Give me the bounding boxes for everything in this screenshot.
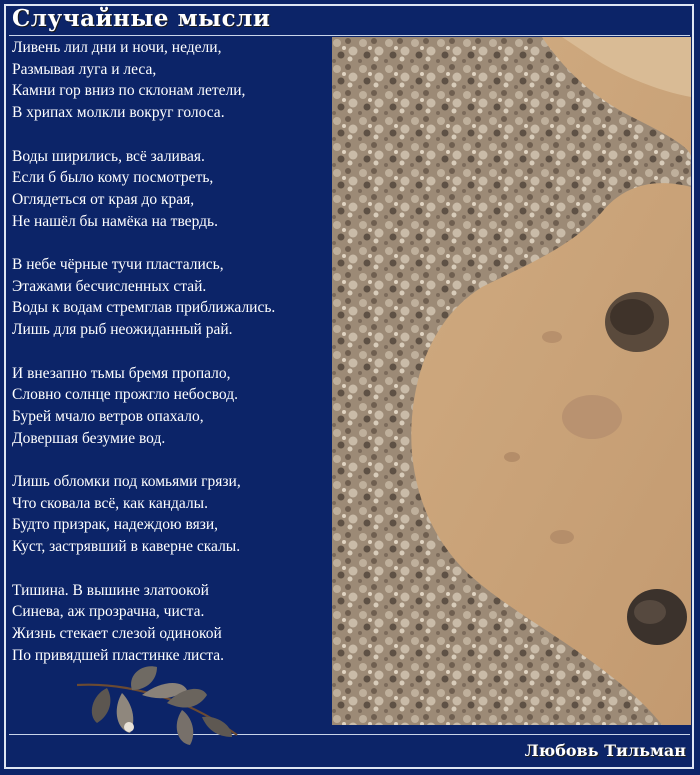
poem-line: Если б было кому посмотреть, [12, 169, 214, 187]
poem-line: Не нашёл бы намёка на твердь. [12, 212, 218, 230]
poem-line: Будто призрак, надеждою вязи, [12, 516, 219, 534]
poem-line: Воды к водам стремглав приближались. [12, 299, 276, 317]
poem-line: Оглядеться от края до края, [12, 190, 195, 208]
poem-line: И внезапно тьмы бремя пропало, [12, 364, 231, 382]
poem-line: Тишина. В вышине златоокой [12, 581, 209, 599]
mud-rocks-photo [332, 37, 691, 725]
poem-body [12, 37, 337, 688]
title-divider [9, 35, 690, 36]
poem-line: Что сковала всё, как кандалы. [12, 494, 208, 512]
stanza [12, 363, 337, 450]
stanza [12, 471, 337, 558]
poem-line: Этажами бесчисленных стай. [12, 277, 207, 295]
poem-line: Синева, аж прозрачна, чиста. [12, 603, 205, 621]
poem-line: В небе чёрные тучи пластались, [12, 256, 224, 273]
stanza [12, 146, 337, 233]
poem-line: Куст, застрявший в каверне скалы. [12, 538, 241, 556]
poem-line: Размывая луга и леса, [12, 60, 157, 78]
poem-title: Случайные мысли [12, 5, 271, 32]
stanza [12, 254, 337, 341]
poem-line: Лишь для рыб неожиданный рай. [12, 321, 233, 339]
stanza [12, 580, 337, 667]
poem-line: Воды ширились, всё заливая. [12, 147, 205, 165]
poem-line: Словно солнце прожгло небосвод. [12, 386, 238, 404]
poem-line: Лишь обломки под комьями грязи, [12, 473, 241, 490]
poem-line: Довершая безумие вод. [12, 429, 166, 447]
author-signature: Любовь Тильман [524, 741, 686, 760]
poem-line: Бурей мчало ветров опахало, [12, 407, 204, 425]
stanza [12, 37, 337, 124]
poem-line: Ливень лил дни и ночи, недели, [12, 39, 222, 56]
poem-line: Камни гор вниз по склонам летели, [12, 82, 246, 100]
poem-line: По привядшей пластинке листа. [12, 646, 224, 664]
poem-line: В хрипах молкли вокруг голоса. [12, 104, 225, 122]
poem-line: Жизнь стекает слезой одинокой [12, 624, 222, 642]
withered-leaves-icon [72, 655, 242, 750]
